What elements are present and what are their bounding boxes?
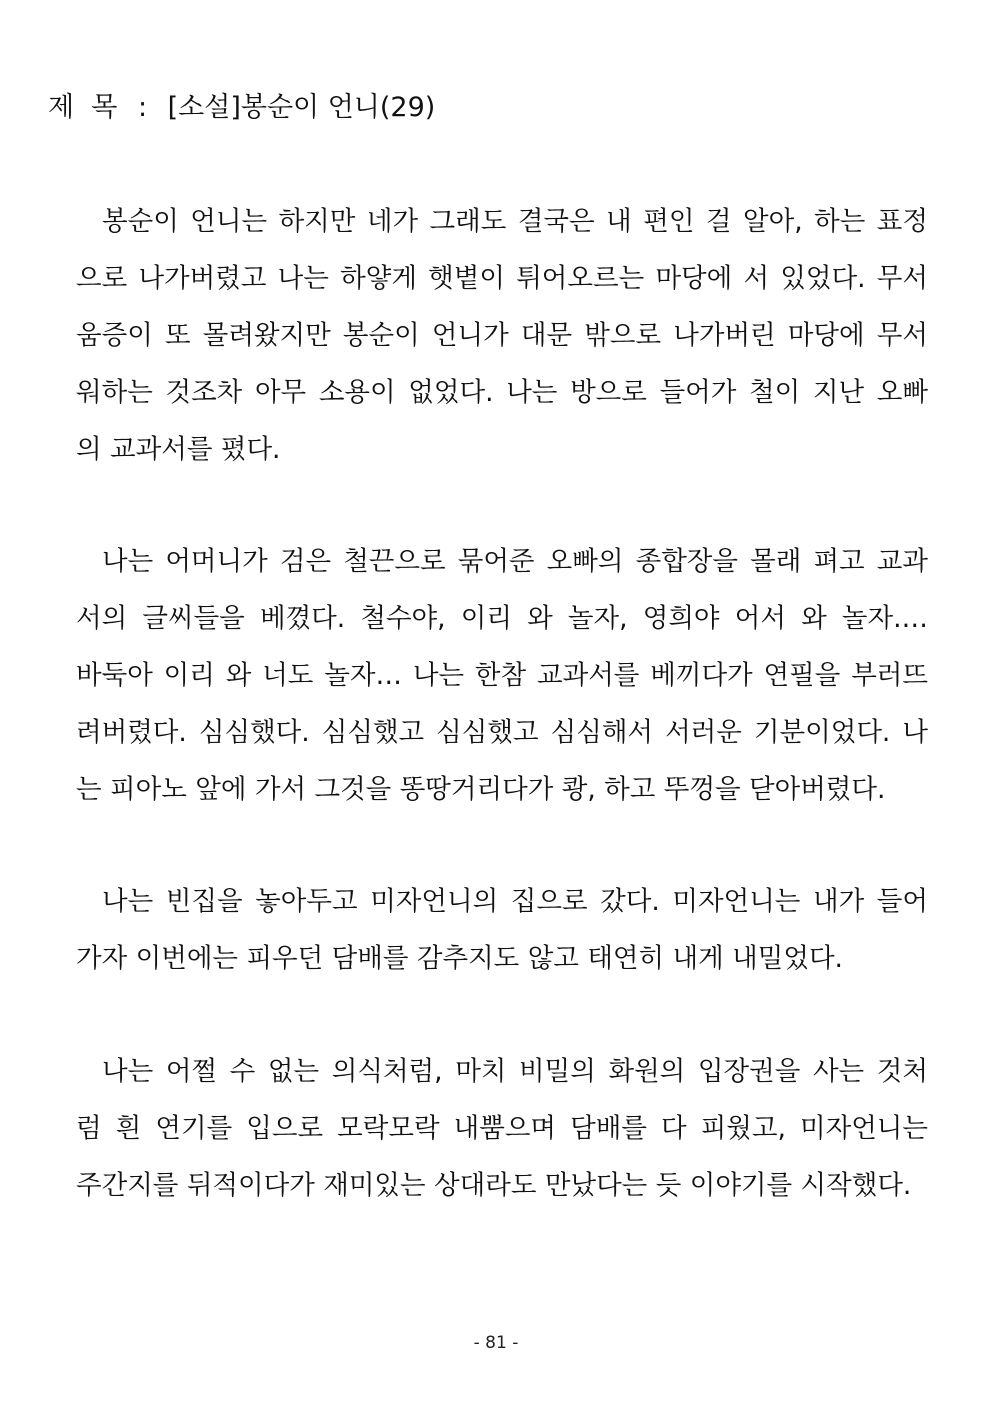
paragraph-line: 봉순이 언니는 하지만 네가 그래도 결국은 내 편인 걸 알아, 하는 표정 — [102, 206, 928, 237]
page-number: - 81 - — [473, 1333, 519, 1353]
paragraph-4 — [76, 1043, 928, 1214]
paragraph-1 — [76, 193, 928, 478]
paragraph-line: 려버렸다. 심심했다. 심심했고 심심했고 심심해서 서러운 기분이었다. 나 — [76, 717, 928, 748]
paragraph-line: 으로 나가버렸고 나는 하얗게 햇볕이 튀어오르는 마당에 서 있었다. 무서 — [76, 263, 928, 294]
paragraph-2 — [76, 533, 928, 818]
paragraph-line: 서의 글씨들을 베꼈다. 철수야, 이리 와 놀자, 영희야 어서 와 놀자.… — [76, 603, 928, 634]
paragraph-line: 바둑아 이리 와 너도 놀자… 나는 한참 교과서를 베끼다가 연필을 부러뜨 — [76, 660, 928, 691]
title-text: [소설]봉순이 언니(29) — [167, 92, 436, 123]
title-label: 제 목 — [48, 92, 118, 123]
paragraph-line: 나는 어머니가 검은 철끈으로 묶어준 오빠의 종합장을 몰래 펴고 교과 — [102, 546, 928, 577]
paragraph-line: 움증이 또 몰려왔지만 봉순이 언니가 대문 밖으로 나가버린 마당에 무서 — [76, 320, 928, 351]
paragraph-line: 나는 빈집을 놓아두고 미자언니의 집으로 갔다. 미자언니는 내가 들어 — [102, 886, 928, 917]
paragraph-line: 는 피아노 앞에 가서 그것을 똥땅거리다가 쾅, 하고 뚜껑을 닫아버렸다. — [76, 774, 886, 805]
paragraph-line: 주간지를 뒤적이다가 재미있는 상대라도 만났다는 듯 이야기를 시작했다. — [76, 1170, 912, 1201]
paragraph-line: 나는 어쩔 수 없는 의식처럼, 마치 비밀의 화원의 입장권을 사는 것처 — [102, 1056, 928, 1087]
title-separator: : — [137, 92, 148, 123]
paragraph-3 — [76, 873, 928, 987]
paragraph-line: 의 교과서를 폈다. — [76, 434, 281, 465]
paragraph-line: 럼 흰 연기를 입으로 모락모락 내뿜으며 담배를 다 피웠고, 미자언니는 — [76, 1113, 928, 1144]
paragraph-line: 워하는 것조차 아무 소용이 없었다. 나는 방으로 들어가 철이 지난 오빠 — [76, 377, 928, 408]
document-title — [48, 88, 435, 128]
paragraph-line: 가자 이번에는 피우던 담배를 감추지도 않고 태연히 내게 내밀었다. — [76, 943, 843, 974]
